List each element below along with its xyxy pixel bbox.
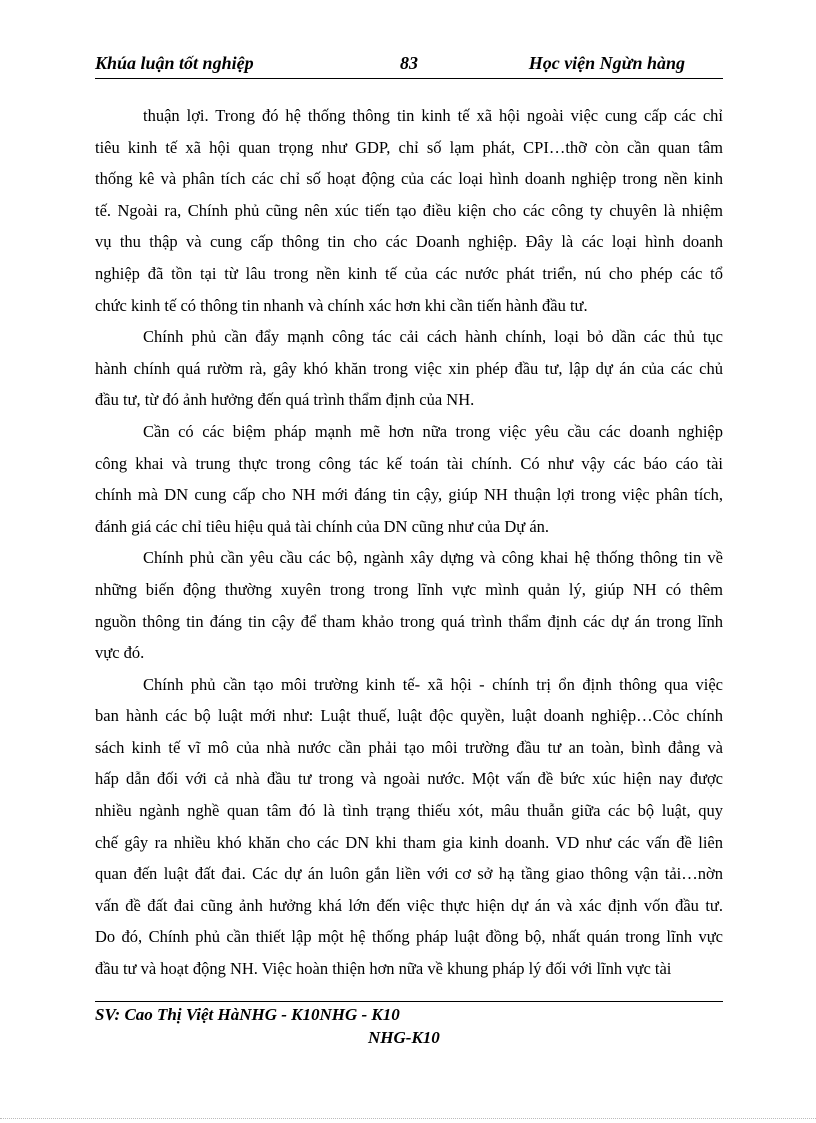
text-line: những biến động thường xuyên trong trong lĩnh vực mình quản lý, giúp NH có thêm — [95, 579, 723, 599]
text-line: Do đó, Chính phủ cần thiết lập một hệ thống pháp luật đồng bộ, nhất quán trong lĩnh vực — [95, 927, 723, 947]
text-line: đầu tư, từ đó ảnh hưởng đến quá trình thẩm định của NH. — [95, 390, 475, 410]
text-line: nhiều ngành nghề quan tâm đó là tình trạng thiếu xót, mâu thuẫn giữa các bộ luật, quy — [95, 801, 723, 821]
text-line: tế. Ngoài ra, Chính phủ cũng nên xúc tiến tạo điều kiện cho các công ty chuyên là nhiệm — [95, 200, 723, 220]
text-line: quan đến luật đất đai. Các dự án luôn gắn liền với cơ sở hạ tầng giao thông vận tải…nờn — [95, 864, 723, 884]
text-line: hấp dẫn đối với cả nhà đầu tư trong và ngoài nước. Một vấn đề bức xúc hiện nay được — [95, 769, 723, 789]
text-line: vấn đề đất đai cũng ảnh hưởng khá lớn đến việc thực hiện dự án và xác định vốn đầu tư. — [95, 895, 723, 915]
text-line: vực đó. — [95, 643, 145, 663]
text-line: Chính phủ cần đẩy mạnh công tác cải cách hành chính, loại bỏ dần các thủ tục — [143, 327, 723, 347]
text-line: tiêu kinh tế xã hội quan trọng như GDP, chỉ số lạm phát, CPI…thỡ còn cần quan tâm — [95, 137, 723, 157]
body-text — [95, 100, 723, 985]
text-line: hành chính quá rườm rà, gây khó khăn trong việc xin phép đầu tư, lập dự án của các chủ — [95, 358, 723, 378]
page-bottom-border — [0, 1118, 816, 1119]
text-line: đầu tư và hoạt động NH. Việc hoàn thiện hơn nữa về khung pháp lý đối với lĩnh vực tài — [95, 959, 672, 979]
text-line: đánh giá các chỉ tiêu hiệu quả tài chính của DN cũng như của Dự án. — [95, 516, 550, 536]
text-line: nguồn thông tin đáng tin cậy để tham khảo trong quá trình thẩm định các dự án trong lĩnh — [95, 611, 723, 631]
header-page-number: 83 — [400, 53, 418, 73]
footer-rule — [95, 1001, 723, 1002]
text-line: nghiệp đã tồn tại từ lâu trong nền kinh tế của các nước phát triển, nú cho phép các tổ — [95, 263, 723, 283]
text-line: công khai và trung thực trong công tác kế toán tài chính. Có như vậy các báo cáo tài — [95, 453, 723, 473]
page-header — [95, 50, 723, 79]
text-line: chế gây ra nhiều khó khăn cho các DN khi tham gia kinh doanh. VD như các vấn đề liên — [95, 832, 723, 852]
header-institution: Học viện Ngừn hàng — [528, 53, 685, 73]
text-line: thống kê và phân tích các chỉ số hoạt động của các loại hình doanh nghiệp trong nền kinh — [95, 169, 723, 189]
text-line: chức kinh tế có thông tin nhanh và chính xác hơn khi cần tiến hành đầu tư. — [95, 295, 588, 315]
header-thesis-title: Khúa luận tốt nghiệp — [95, 53, 254, 73]
text-line: Chính phủ cần yêu cầu các bộ, ngành xây dựng và công khai hệ thống thông tin về — [143, 548, 723, 568]
text-line: thuận lợi. Trong đó hệ thống thông tin kinh tế xã hội ngoài việc cung cấp các chỉ — [143, 106, 723, 125]
text-line: sách kinh tế vĩ mô của nhà nước cần phải tạo môi trường đầu tư an toàn, bình đẳng và — [95, 737, 723, 757]
text-line: Cần có các biệm pháp mạnh mẽ hơn nữa trong việc yêu cầu các doanh nghiệp — [143, 421, 723, 441]
footer-student-info: SV: Cao Thị Việt HàNHG - K10NHG - K10 — [95, 1005, 400, 1024]
text-line: vụ thu thập và cung cấp thông tin cho các Doanh nghiệp. Đây là các loại hình doanh — [95, 232, 723, 252]
text-line: Chính phủ cần tạo môi trường kinh tế- xã hội - chính trị ổn định thông qua việc — [143, 674, 723, 694]
text-line: ban hành các bộ luật mới như: Luật thuế, luật độc quyền, luật doanh nghiệp…Cỏc chính — [95, 706, 723, 726]
footer-class-code: NHG-K10 — [368, 1028, 440, 1047]
text-line: chính mà DN cung cấp cho NH mới đáng tin cậy, giúp NH thuận lợi trong việc phân tích, — [95, 485, 723, 505]
